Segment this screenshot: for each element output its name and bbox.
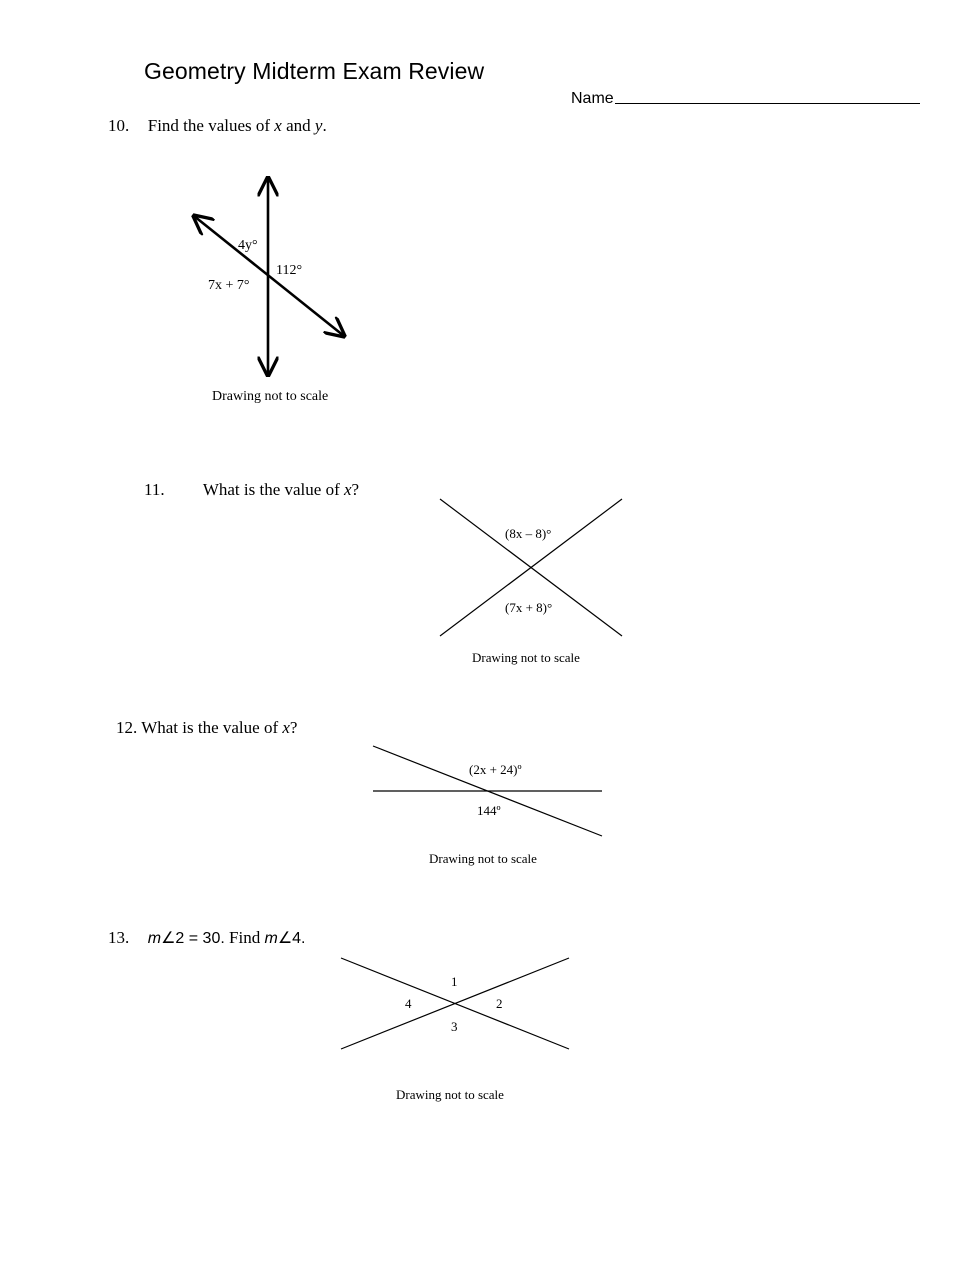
- question-text-mid: and: [281, 116, 315, 135]
- variable-x: x: [274, 116, 282, 135]
- measure-m: m: [147, 930, 162, 947]
- question-number: 13.: [108, 928, 130, 947]
- question-text: What is the value of: [141, 718, 283, 737]
- page-title: Geometry Midterm Exam Review: [144, 58, 485, 84]
- q12-diagram: [365, 738, 610, 843]
- angle-label-112: 112°: [276, 263, 303, 278]
- angle-label-4: 4: [405, 996, 412, 1011]
- question-12: [116, 718, 297, 738]
- question-10: [108, 116, 327, 136]
- q11-diagram: [430, 490, 630, 645]
- given-angle: ∠2 = 30.: [161, 930, 225, 947]
- question-13: [108, 928, 306, 948]
- angle-label-7x7: 7x + 7°: [208, 278, 250, 293]
- angle-label-2: 2: [496, 996, 503, 1011]
- question-text-end: .: [322, 116, 327, 135]
- question-number: 11.: [144, 480, 165, 499]
- angle-label-3: 3: [451, 1019, 458, 1034]
- find-label: Find: [224, 928, 265, 947]
- diagram-caption: Drawing not to scale: [429, 851, 537, 866]
- question-text-end: ?: [351, 480, 360, 499]
- diagram-caption: Drawing not to scale: [472, 650, 580, 665]
- diagram-caption: Drawing not to scale: [396, 1087, 504, 1102]
- variable-y: y: [314, 116, 323, 135]
- q13-diagram: [335, 950, 580, 1057]
- question-11: [144, 480, 359, 500]
- angle-label-2x24: (2x + 24)º: [469, 762, 522, 777]
- variable-x: x: [282, 718, 290, 737]
- angle-label-top: (8x – 8)°: [505, 526, 552, 541]
- question-text: Find the values of: [147, 116, 275, 135]
- diagram-caption: Drawing not to scale: [212, 389, 329, 404]
- angle-label-144: 144º: [477, 803, 501, 818]
- question-number: 12.: [116, 718, 138, 737]
- find-measure-m: m: [264, 930, 278, 947]
- question-text-end: ?: [289, 718, 298, 737]
- angle-label-bottom: (7x + 8)°: [505, 600, 553, 615]
- q10-diagram: [180, 170, 370, 420]
- name-underline[interactable]: [615, 89, 920, 104]
- angle-label-4y: 4y°: [238, 238, 258, 253]
- name-label: Name: [571, 90, 614, 107]
- find-angle: ∠4.: [277, 930, 306, 947]
- variable-x: x: [343, 480, 352, 499]
- angle-label-1: 1: [451, 974, 458, 989]
- question-number: 10.: [108, 116, 130, 135]
- name-field[interactable]: [571, 89, 920, 108]
- question-text: What is the value of: [202, 480, 344, 499]
